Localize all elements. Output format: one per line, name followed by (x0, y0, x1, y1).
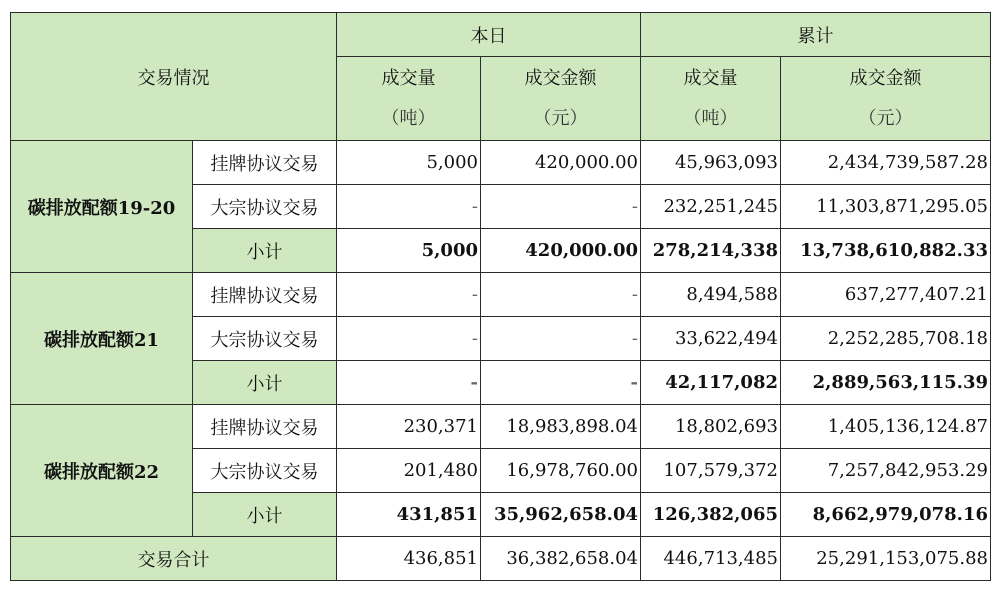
today-amount: 35,962,658.04 (481, 493, 641, 537)
table-row (11, 405, 991, 449)
cum-volume: 45,963,093 (641, 141, 781, 185)
subtotal-label: 小计 (193, 493, 337, 537)
amount-label: 成交金额 (849, 67, 922, 89)
total-today-volume: 436,851 (337, 537, 481, 581)
cum-volume: 232,251,245 (641, 185, 781, 229)
cum-amount: 11,303,871,295.05 (781, 185, 991, 229)
today-volume: 431,851 (337, 493, 481, 537)
today-amount: - (481, 185, 641, 229)
cum-amount: 2,434,739,587.28 (781, 141, 991, 185)
volume-label: 成交量 (683, 67, 738, 89)
total-label: 交易合计 (11, 537, 337, 581)
volume-unit: （吨） (381, 107, 436, 129)
amount-label: 成交金额 (524, 67, 597, 89)
total-cum-volume: 446,713,485 (641, 537, 781, 581)
table-row (11, 141, 991, 185)
header-cum-volume (641, 57, 781, 141)
trade-type: 挂牌协议交易 (193, 141, 337, 185)
group-name: 碳排放配额21 (11, 273, 193, 405)
group-name: 碳排放配额19-20 (11, 141, 193, 273)
cum-amount: 2,252,285,708.18 (781, 317, 991, 361)
today-volume: - (337, 273, 481, 317)
cum-volume: 33,622,494 (641, 317, 781, 361)
trade-type: 挂牌协议交易 (193, 405, 337, 449)
total-row (11, 537, 991, 581)
volume-unit: （吨） (683, 107, 738, 129)
cum-amount: 2,889,563,115.39 (781, 361, 991, 405)
cum-volume: 42,117,082 (641, 361, 781, 405)
header-category: 交易情况 (11, 13, 337, 141)
cum-volume: 278,214,338 (641, 229, 781, 273)
trade-type: 挂牌协议交易 (193, 273, 337, 317)
today-volume: - (337, 317, 481, 361)
trading-summary-table (10, 12, 991, 581)
header-today-volume (337, 57, 481, 141)
cum-amount: 7,257,842,953.29 (781, 449, 991, 493)
today-amount: 420,000.00 (481, 141, 641, 185)
trade-type: 大宗协议交易 (193, 185, 337, 229)
cum-amount: 13,738,610,882.33 (781, 229, 991, 273)
cum-amount: 1,405,136,124.87 (781, 405, 991, 449)
trade-type: 大宗协议交易 (193, 449, 337, 493)
cum-amount: 8,662,979,078.16 (781, 493, 991, 537)
cum-amount: 637,277,407.21 (781, 273, 991, 317)
today-volume: - (337, 185, 481, 229)
amount-unit: （元） (533, 107, 588, 129)
total-today-amount: 36,382,658.04 (481, 537, 641, 581)
subtotal-label: 小计 (193, 229, 337, 273)
header-cumulative: 累计 (641, 13, 991, 57)
today-volume: 201,480 (337, 449, 481, 493)
today-amount: - (481, 317, 641, 361)
cum-volume: 126,382,065 (641, 493, 781, 537)
cum-volume: 18,802,693 (641, 405, 781, 449)
today-amount: - (481, 361, 641, 405)
today-volume: 230,371 (337, 405, 481, 449)
cum-volume: 107,579,372 (641, 449, 781, 493)
today-volume: 5,000 (337, 229, 481, 273)
today-volume: - (337, 361, 481, 405)
total-cum-amount: 25,291,153,075.88 (781, 537, 991, 581)
volume-label: 成交量 (381, 67, 436, 89)
today-volume: 5,000 (337, 141, 481, 185)
today-amount: 420,000.00 (481, 229, 641, 273)
trade-type: 大宗协议交易 (193, 317, 337, 361)
today-amount: 18,983,898.04 (481, 405, 641, 449)
subtotal-label: 小计 (193, 361, 337, 405)
header-cum-amount (781, 57, 991, 141)
header-today: 本日 (337, 13, 641, 57)
group-name: 碳排放配额22 (11, 405, 193, 537)
header-today-amount (481, 57, 641, 141)
today-amount: - (481, 273, 641, 317)
table-row (11, 273, 991, 317)
cum-volume: 8,494,588 (641, 273, 781, 317)
today-amount: 16,978,760.00 (481, 449, 641, 493)
amount-unit: （元） (858, 107, 913, 129)
